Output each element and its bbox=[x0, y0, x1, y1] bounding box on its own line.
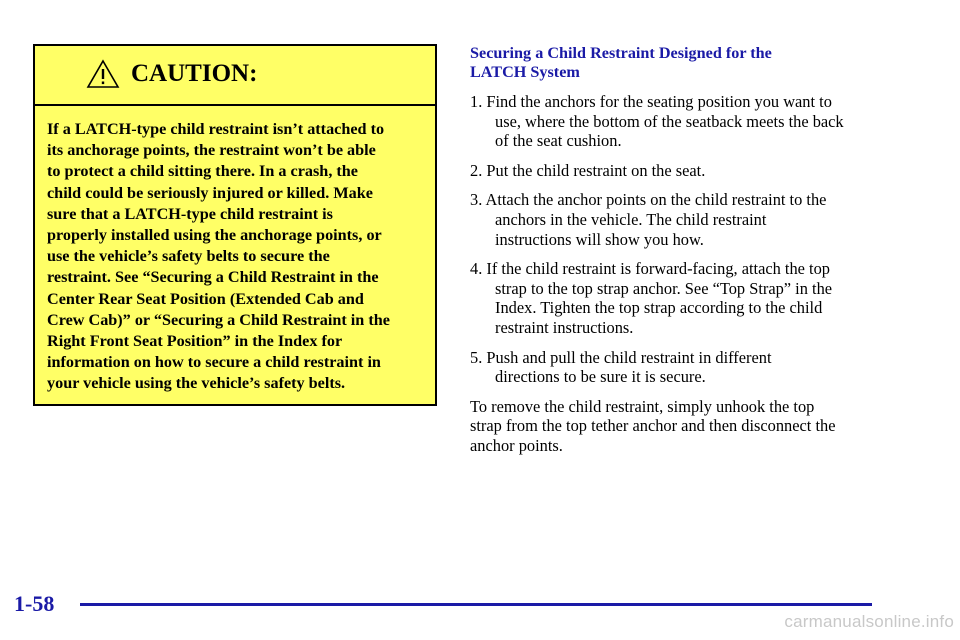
page-number: 1-58 bbox=[14, 591, 55, 616]
caution-line: to protect a child sitting there. In a crash, the bbox=[47, 162, 358, 181]
paragraph-line: To remove the child restraint, simply unhook the top bbox=[470, 396, 815, 416]
step-line: use, where the bottom of the seatback meets the back bbox=[495, 111, 844, 131]
step-line: 3. Attach the anchor points on the child restraint to the bbox=[470, 190, 827, 210]
caution-line: your vehicle using the vehicle’s safety belts. bbox=[47, 374, 346, 393]
heading-line: Securing a Child Restraint Designed for the bbox=[470, 44, 772, 62]
step-line: 1. Find the anchors for the seating position you want to bbox=[470, 92, 832, 111]
watermark: carmanualsonline.info bbox=[784, 612, 954, 631]
footer-rule bbox=[80, 603, 872, 606]
caution-line: Center Rear Seat Position (Extended Cab and bbox=[47, 289, 364, 308]
step-1 bbox=[470, 92, 890, 151]
section-heading bbox=[470, 44, 890, 82]
step-line: 5. Push and pull the child restraint in different bbox=[470, 347, 772, 367]
step-5 bbox=[470, 348, 890, 387]
caution-line: its anchorage points, the restraint won’t be able bbox=[47, 141, 376, 160]
step-line: of the seat cushion. bbox=[495, 131, 622, 151]
caution-text bbox=[47, 119, 437, 395]
instructions-column bbox=[470, 44, 890, 456]
paragraph-line: anchor points. bbox=[470, 435, 563, 455]
step-line: strap to the top strap anchor. See “Top Strap” in the bbox=[495, 278, 833, 298]
step-line: instructions will show you how. bbox=[495, 229, 704, 249]
caution-line: use the vehicle’s safety belts to secure the bbox=[47, 247, 330, 266]
caution-box bbox=[33, 44, 437, 406]
step-line: Index. Tighten the top strap according to the child bbox=[495, 298, 823, 318]
step-2 bbox=[470, 161, 890, 181]
caution-line: information on how to secure a child restraint in bbox=[47, 353, 381, 372]
paragraph-line: strap from the top tether anchor and then disconnect the bbox=[470, 416, 836, 436]
step-line: 4. If the child restraint is forward‐facing, attach the top bbox=[470, 259, 831, 279]
caution-line: sure that a LATCH‐type child restraint is bbox=[47, 204, 333, 223]
step-line: directions to be sure it is secure. bbox=[495, 367, 706, 387]
caution-line: Crew Cab)” or “Securing a Child Restraint in the bbox=[47, 310, 390, 329]
warning-triangle-icon bbox=[86, 59, 120, 89]
step-4 bbox=[470, 259, 890, 337]
heading-line: LATCH System bbox=[470, 63, 580, 81]
caution-line: restraint. See “Securing a Child Restraint in the bbox=[47, 268, 379, 287]
step-line: restraint instructions. bbox=[495, 317, 634, 337]
step-3 bbox=[470, 190, 890, 249]
closing-paragraph bbox=[470, 397, 890, 456]
caution-line: properly installed using the anchorage points, or bbox=[47, 226, 382, 245]
caution-line: Right Front Seat Position” in the Index for bbox=[47, 332, 343, 351]
step-line: anchors in the vehicle. The child restraint bbox=[495, 209, 767, 229]
caution-line: child could be seriously injured or killed. Make bbox=[47, 183, 373, 202]
caution-header bbox=[35, 46, 435, 106]
caution-line: If a LATCH‐type child restraint isn’t attached to bbox=[47, 120, 385, 138]
caution-title: CAUTION: bbox=[131, 60, 258, 87]
step-line: 2. Put the child restraint on the seat. bbox=[470, 160, 706, 180]
